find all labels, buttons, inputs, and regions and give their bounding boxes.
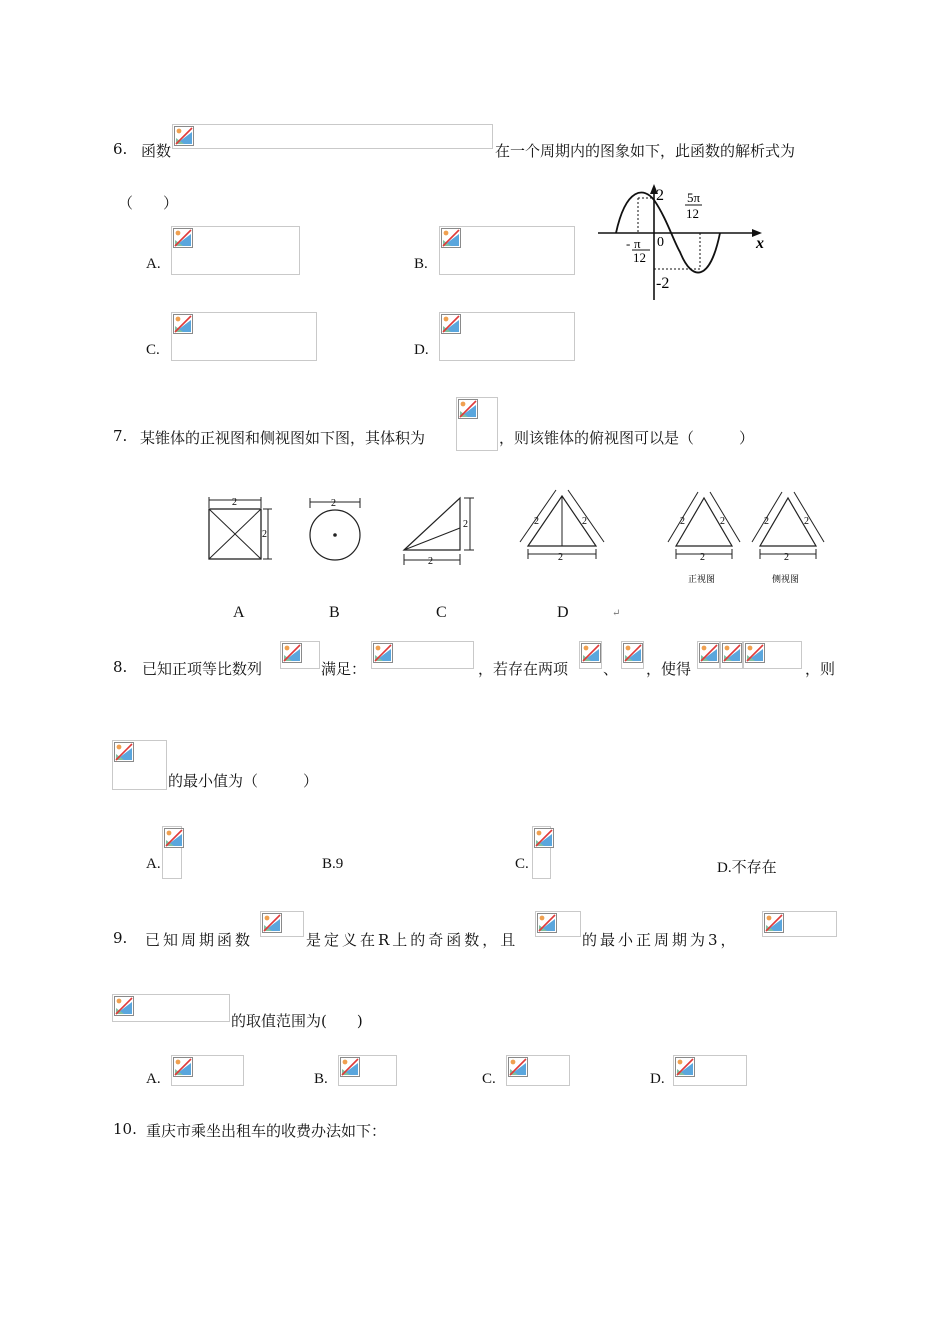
q9-option-d-image: [673, 1055, 747, 1086]
q10-number: 10.: [113, 1120, 137, 1138]
dim-label: 2: [232, 497, 237, 508]
x-axis-label: x: [756, 235, 764, 252]
q9-option-a-label: A.: [146, 1071, 161, 1087]
q8-text-e: ，则: [805, 660, 836, 678]
dim-label: 2: [720, 516, 725, 527]
cevian: [404, 528, 460, 550]
image-placeholder-icon: [340, 1057, 360, 1077]
q9-number: 9.: [113, 929, 128, 947]
return-mark: ↵: [612, 608, 621, 619]
q6-option-b-image: [439, 226, 575, 275]
q9-option-c-label: C.: [482, 1071, 496, 1087]
q9-function-image-2: [535, 911, 581, 937]
q8-equation-image-3: [743, 641, 802, 669]
q8-text-b: 满足：: [321, 660, 367, 678]
side-view-label: 侧视图: [772, 575, 800, 585]
q9-option-b-label: B.: [314, 1071, 328, 1087]
y-min-label: -2: [656, 275, 670, 292]
q9-expression-image: [112, 994, 230, 1022]
q6-text-b: 在一个周期内的图象如下，此函数的解析式为: [495, 142, 796, 160]
image-placeholder-icon: [282, 643, 302, 663]
image-placeholder-icon: [441, 314, 461, 334]
image-placeholder-icon: [173, 228, 193, 248]
q8-option-a-image: [162, 826, 182, 879]
q7-label-a: A: [233, 604, 245, 621]
image-placeholder-icon: [764, 913, 784, 933]
q6-sine-graph: [596, 182, 774, 304]
dim-label: 2: [463, 519, 468, 530]
dim-label: 2: [534, 516, 539, 527]
q8-text-a: 已知正项等比数列: [142, 660, 263, 678]
image-placeholder-icon: [262, 913, 282, 933]
q9-option-a-image: [171, 1055, 244, 1086]
q8-option-c-image: [532, 826, 551, 879]
q7-figure-c: [396, 494, 482, 570]
image-placeholder-icon: [173, 1057, 193, 1077]
q8-option-b: B.9: [322, 856, 344, 872]
y-max-label: 2: [656, 187, 664, 204]
q8-text-d: ，使得: [646, 660, 692, 678]
left-tick-den: 12: [633, 250, 646, 265]
image-placeholder-icon: [174, 126, 194, 146]
q6-option-d-label: D.: [414, 342, 429, 358]
image-placeholder-icon: [114, 996, 134, 1016]
dim-label: 2: [428, 556, 433, 567]
q8-sequence-image: [280, 641, 320, 669]
image-placeholder-icon: [699, 643, 719, 663]
dim-label: 2: [784, 552, 789, 563]
q7-figure-d: [516, 488, 608, 568]
image-placeholder-icon: [173, 314, 193, 334]
q6-text-a: 函数: [141, 142, 172, 160]
dim-label: 2: [700, 552, 705, 563]
q8-term-n-image: [621, 641, 644, 669]
q7-label-b: B: [329, 604, 340, 621]
image-placeholder-icon: [458, 399, 478, 419]
q9-option-b-image: [338, 1055, 397, 1086]
dim-label: 2: [331, 498, 336, 509]
q8-option-a-label: A.: [146, 856, 161, 872]
image-placeholder-icon: [722, 643, 742, 663]
image-placeholder-icon: [675, 1057, 695, 1077]
q6-number: 6.: [113, 140, 128, 158]
q8-text-f: 的最小值为（ ）: [168, 772, 319, 790]
image-placeholder-icon: [114, 742, 134, 762]
left-tick-num: π: [634, 236, 641, 251]
q8-option-c-label: C.: [515, 856, 529, 872]
q9-function-image: [260, 911, 304, 937]
q7-text-b: ，则该锥体的俯视图可以是（ ）: [499, 429, 755, 447]
q7-number: 7.: [113, 427, 128, 445]
q7-front-view: [662, 488, 748, 586]
q8-sep: 、: [603, 660, 619, 678]
dim-label: 2: [680, 516, 685, 527]
q7-label-c: C: [436, 604, 447, 621]
q6-paren: （ ）: [118, 194, 179, 212]
image-placeholder-icon: [537, 913, 557, 933]
image-placeholder-icon: [508, 1057, 528, 1077]
right-tick-den: 12: [686, 206, 699, 221]
q9-option-c-image: [506, 1055, 570, 1086]
left-tick-sign: -: [626, 236, 631, 251]
dim-label: 2: [558, 552, 563, 563]
q8-number: 8.: [113, 658, 128, 676]
dim-label: 2: [582, 516, 587, 527]
image-placeholder-icon: [373, 643, 393, 663]
q8-equation-image-1: [697, 641, 720, 669]
image-placeholder-icon: [581, 643, 601, 663]
q8-equation-image-2: [720, 641, 743, 669]
q8-text-c: ，若存在两项: [478, 660, 569, 678]
triangle: [404, 498, 460, 550]
q7-volume-image: [456, 397, 498, 451]
q7-figure-a: [200, 494, 278, 568]
q7-text-a: 某锥体的正视图和侧视图如下图，其体积为: [140, 429, 426, 447]
right-tick-num: 5π: [687, 190, 701, 205]
q8-option-d: D.不存在: [717, 860, 777, 876]
q9-text-d: 的取值范围为( ): [231, 1012, 363, 1030]
image-placeholder-icon: [623, 643, 643, 663]
q6-option-c-image: [171, 312, 317, 361]
q9-text-c: 的最小正周期为3，: [582, 931, 739, 949]
q6-option-d-image: [439, 312, 575, 361]
q7-figure-b: [302, 494, 372, 568]
q6-function-image: [172, 124, 493, 149]
dim-label: 2: [764, 516, 769, 527]
image-placeholder-icon: [441, 228, 461, 248]
image-placeholder-icon: [745, 643, 765, 663]
q9-option-d-label: D.: [650, 1071, 665, 1087]
q7-side-view: [746, 488, 832, 586]
q7-label-d: D: [557, 604, 569, 621]
q10-text: 重庆市乘坐出租车的收费办法如下：: [146, 1122, 387, 1140]
q8-condition-image: [371, 641, 474, 669]
q6-option-a-image: [171, 226, 300, 275]
q9-text-a: 已知周期函数: [145, 931, 254, 949]
q6-option-a-label: A.: [146, 256, 161, 272]
dim-label: 2: [804, 516, 809, 527]
image-placeholder-icon: [164, 828, 184, 848]
q6-option-c-label: C.: [146, 342, 160, 358]
center-point: [333, 533, 337, 537]
front-view-label: 正视图: [688, 575, 716, 585]
dim-label: 2: [262, 529, 267, 540]
origin-label: 0: [657, 235, 664, 250]
q6-option-b-label: B.: [414, 256, 428, 272]
q9-condition-image: [762, 911, 837, 937]
image-placeholder-icon: [534, 828, 554, 848]
q8-term-m-image: [579, 641, 602, 669]
q9-text-b: 是定义在R上的奇函数，且: [306, 931, 519, 949]
q8-expression-image: [112, 740, 167, 790]
